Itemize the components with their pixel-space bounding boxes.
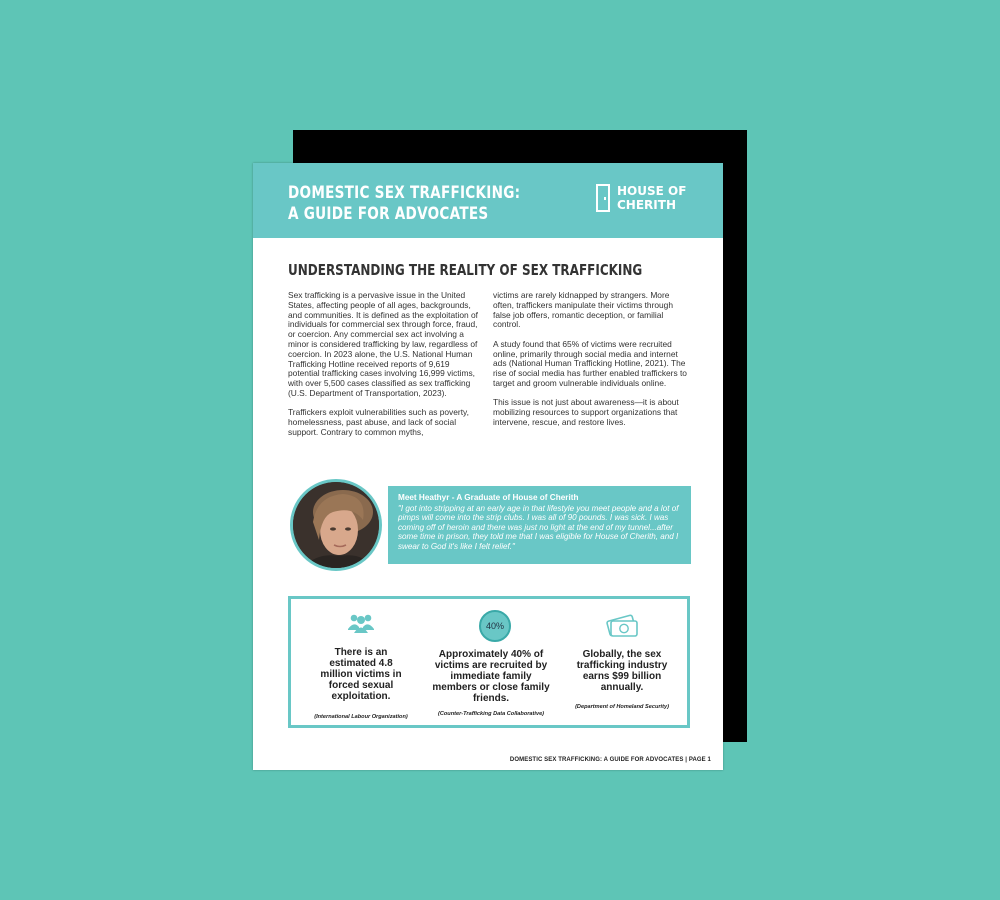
- logo-line-2: CHERITH: [617, 198, 676, 212]
- testimonial-quote: "I got into stripping at an early age in that lifestyle you meet people and a lot of pimps will come into the strip clubs. I was all of 90 pounds. I was sick. I was coming off of heroin and there was just no light at the end of my tunnel...after some time in prison, they told me that I was eligible for House of Cherith, and I swear to God it's like I felt relief.": [398, 504, 679, 551]
- logo-line-1: HOUSE OF: [617, 184, 687, 198]
- heathyr-portrait: [290, 479, 382, 571]
- statistics-box: [288, 596, 690, 728]
- body-column-left: [288, 291, 483, 447]
- house-of-cherith-logo: [596, 184, 706, 216]
- document-title: [288, 183, 520, 225]
- portrait-image: [293, 482, 379, 568]
- section-title: UNDERSTANDING THE REALITY OF SEX TRAFFICKING: [288, 261, 643, 279]
- stat-text: Globally, the sex trafficking industry earns $99 billion annually.: [576, 649, 668, 693]
- document-title-line-2: A GUIDE FOR ADVOCATES: [288, 204, 489, 224]
- stat-source: (Counter-Trafficking Data Collaborative): [437, 711, 545, 717]
- testimonial-title: Meet Heathyr - A Graduate of House of Cherith: [398, 493, 579, 502]
- paragraph: Traffickers exploit vulnerabilities such as poverty, homelessness, past abuse, and lack of social support. Contrary to common myths,: [288, 407, 469, 437]
- flyer-page: [253, 163, 723, 770]
- stat-source: (International Labour Organization): [314, 714, 408, 720]
- body-column-right: [493, 291, 688, 437]
- door-icon: [596, 184, 610, 212]
- money-icon: [605, 612, 639, 638]
- percent-circle-icon: 40%: [479, 610, 511, 642]
- paragraph: victims are rarely kidnapped by strangers. More often, traffickers manipulate their victims through false job offers, romantic deception, or familial control.: [493, 290, 673, 330]
- stat-family: [426, 599, 556, 717]
- paragraph: This issue is not just about awareness—it is about mobilizing resources to support organizations that intervene, rescue, and restore lives.: [493, 397, 679, 427]
- stat-victims: [296, 599, 426, 720]
- stat-text: Approximately 40% of victims are recruited by immediate family members or close family friends.: [432, 649, 550, 704]
- paragraph: Sex trafficking is a pervasive issue in the United States, affecting people of all ages, backgrounds, and communities. It is defined as the exploitation of individuals for commercial sex through force, fraud, or coercion. Any commercial sex act involving a minor is considered trafficking by law, regardless of coercion. In 2023 alone, the U.S. National Human Trafficking Hotline received reports of 9,619 potential trafficking cases involving 16,999 victims, with over 5,500 cases classified as sex trafficking (U.S. Department of Transportation, 2023).: [288, 290, 478, 398]
- logo-text: [617, 184, 686, 212]
- people-icon: [346, 612, 376, 634]
- document-title-line-1: DOMESTIC SEX TRAFFICKING:: [288, 183, 521, 203]
- paragraph: A study found that 65% of victims were recruited online, primarily through social media and internet ads (National Human Trafficking Hotline, 2021). The rise of social media has further enabled traffickers to target and groom vulnerable individuals online.: [493, 338, 687, 388]
- stat-industry: [557, 599, 687, 710]
- page-footer: DOMESTIC SEX TRAFFICKING: A GUIDE FOR ADVOCATES | PAGE 1: [509, 757, 711, 763]
- stat-text: There is an estimated 4.8 million victims in forced sexual exploitation.: [320, 647, 402, 702]
- stat-source: (Department of Homeland Security): [575, 704, 669, 710]
